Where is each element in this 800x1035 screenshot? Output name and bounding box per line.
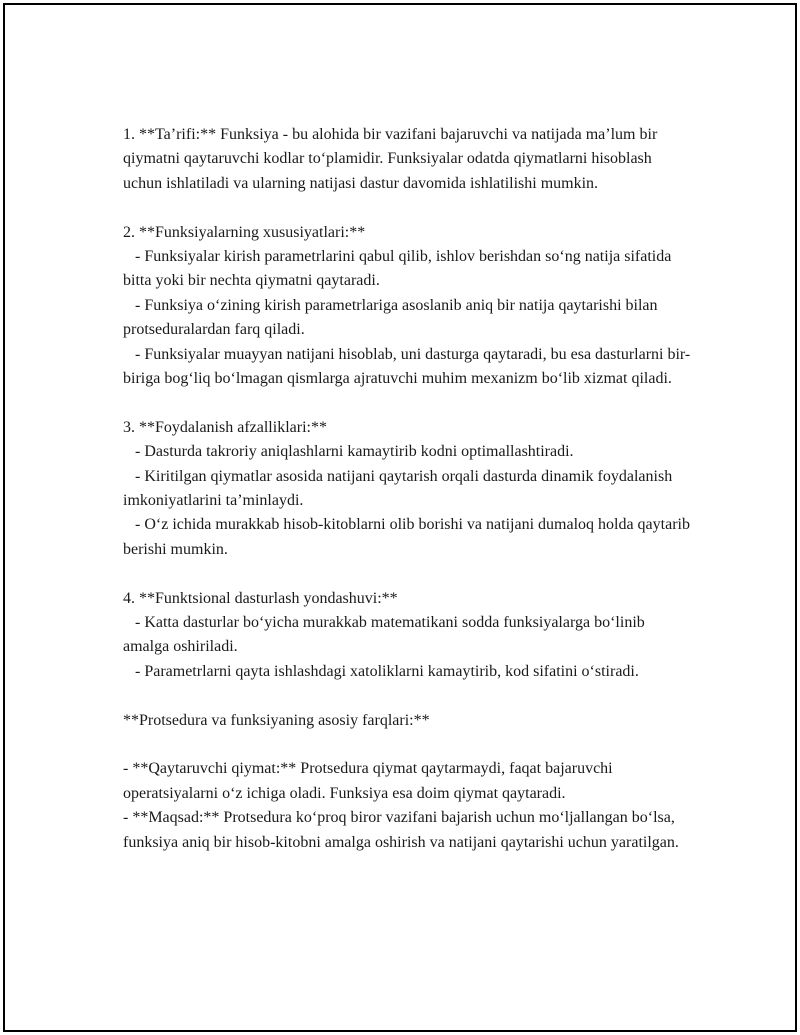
differences-heading: **Protsedura va funksiyaning asosiy farqlari:**	[123, 711, 430, 729]
section-3-item: - Dasturda takroriy aniqlashlarni kamaytirib kodni optimallashtiradi.	[123, 443, 574, 461]
document-body	[123, 123, 693, 855]
page-frame	[3, 3, 797, 1032]
section-2-item: - Funksiyalar kirish parametrlarini qabul qilib, ishlov berishdan so‘ng natija sifatida bitta yoki bir nechta qiymatni qaytaradi.	[123, 248, 676, 290]
section-2-heading: 2. **Funksiyalarning xususiyatlari:**	[123, 223, 366, 241]
section-4-heading: 4. **Funktsional dasturlash yondashuvi:**	[123, 589, 398, 607]
section-4-item: - Katta dasturlar bo‘yicha murakkab matematikani sodda funksiyalarga bo‘linib amalga oshiriladi.	[123, 614, 649, 656]
section-2-item: - Funksiya o‘zining kirish parametrlariga asoslanib aniq bir natija qaytarishi bilan protseduralardan farq qiladi.	[123, 296, 662, 339]
section-3-item: - O‘z ichida murakkab hisob-kitoblarni olib borishi va natijani dumaloq holda qaytarib berishi mumkin.	[123, 516, 694, 558]
spacer	[123, 391, 693, 415]
spacer	[123, 196, 693, 220]
section-3-item: - Kiritilgan qiymatlar asosida natijani qaytarish orqali dasturda dinamik foydalanish imkoniyatlarini ta’minlaydi.	[123, 467, 677, 510]
section-4-item: - Parametrlarni qayta ishlashdagi xatoliklarni kamaytirib, kod sifatini o‘stiradi.	[123, 662, 639, 680]
spacer	[123, 733, 693, 757]
section-2-item: - Funksiyalar muayyan natijani hisoblab, uni dasturga qaytaradi, bu esa dasturlarni bir-biriga bog‘liq bo‘lmagan qismlarga ajratuvchi muhim mexanizm bo‘lib xizmat qiladi.	[123, 345, 691, 388]
section-1-paragraph: 1. **Ta’rifi:** Funksiya - bu alohida bir vazifani bajaruvchi va natijada ma’lum bir qiymatni qaytaruvchi kodlar to‘plamidir. Funksiyalar odatda qiymatlarni hisoblash uchun ishlatiladi va ularning natijasi dastur davomida ishlatilishi mumkin.	[123, 126, 662, 192]
differences-item: - **Qaytaruvchi qiymat:** Protsedura qiymat qaytarmaydi, faqat bajaruvchi operatsiyalarni o‘z ichiga oladi. Funksiya esa doim qiymat qaytaradi.	[123, 760, 617, 802]
spacer	[123, 684, 693, 708]
spacer	[123, 562, 693, 586]
differences-item: - **Maqsad:** Protsedura ko‘proq biror vazifani bajarish uchun mo‘ljallangan bo‘lsa, funksiya aniq bir hisob-kitobni amalga oshirish va natijani qaytarishi uchun yaratilgan.	[123, 809, 679, 851]
section-3-heading: 3. **Foydalanish afzalliklari:**	[123, 418, 327, 436]
